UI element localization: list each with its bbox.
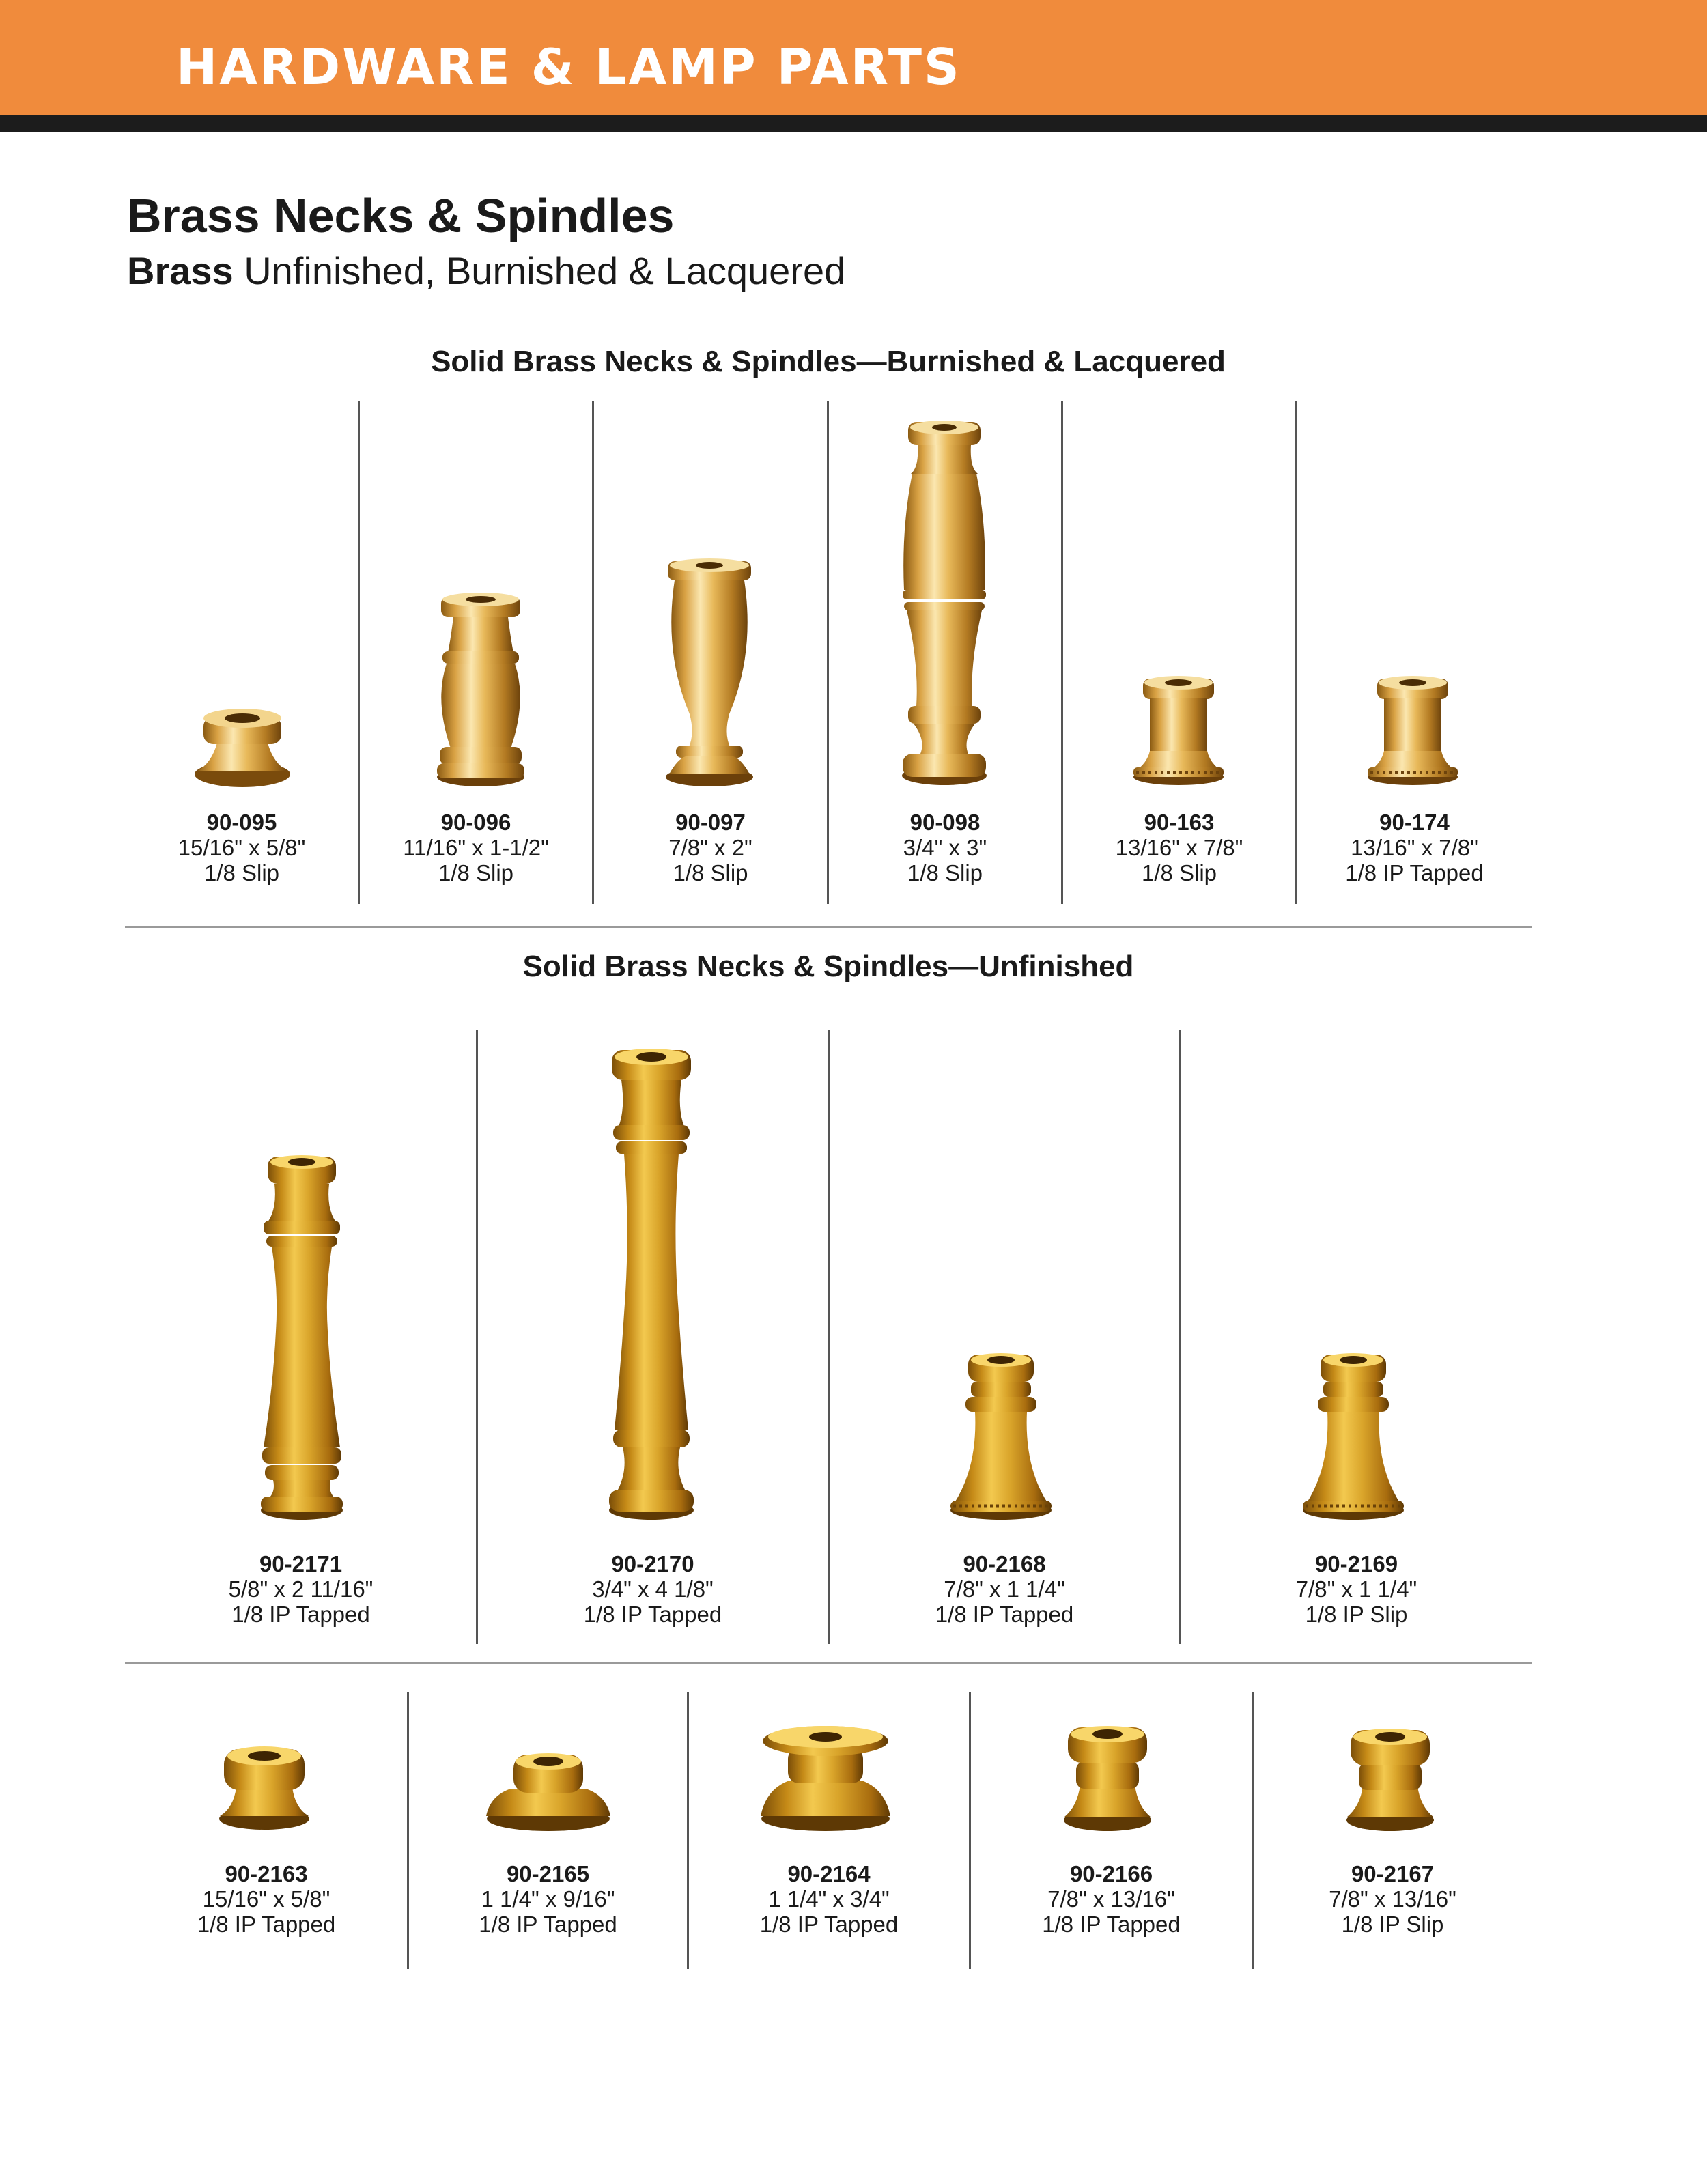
bell-neck-image xyxy=(1300,1352,1407,1522)
product-size: 1 1/4" x 9/16" xyxy=(481,1886,615,1912)
product-thread: 1/8 IP Tapped xyxy=(935,1602,1074,1627)
header-banner xyxy=(0,0,1707,115)
product-caption xyxy=(594,810,827,885)
product-size: 3/4" x 3" xyxy=(903,835,987,860)
product-thread: 1/8 IP Slip xyxy=(1341,1912,1444,1937)
page-subtitle xyxy=(127,250,845,292)
product-number: 90-097 xyxy=(675,810,746,835)
tall-spindle-image xyxy=(899,419,990,788)
product-caption xyxy=(689,1861,969,1937)
product-number: 90-2168 xyxy=(963,1551,1046,1576)
product-90-2166 xyxy=(1060,1722,1155,1832)
product-90-2171 xyxy=(254,1154,350,1522)
product-caption xyxy=(1254,1861,1532,1937)
product-90-098 xyxy=(899,419,990,788)
product-90-2163 xyxy=(216,1742,313,1831)
product-caption xyxy=(1297,810,1532,885)
section-title-burnished: Solid Brass Necks & Spindles—Burnished & Lacquered xyxy=(431,345,1226,378)
product-size: 7/8" x 13/16" xyxy=(1047,1886,1175,1912)
flat-cap-image xyxy=(758,1720,893,1832)
product-90-2170 xyxy=(605,1047,698,1522)
subtitle-bold: Brass xyxy=(127,249,234,292)
product-number: 90-2166 xyxy=(1069,1861,1153,1886)
product-size: 1 1/4" x 3/4" xyxy=(768,1886,890,1912)
beaded-neck-image xyxy=(1365,675,1461,788)
product-thread: 1/8 IP Tapped xyxy=(479,1912,617,1937)
product-thread: 1/8 Slip xyxy=(203,860,280,885)
product-thread: 1/8 Slip xyxy=(907,860,983,885)
product-caption xyxy=(1181,1551,1532,1627)
product-size: 7/8" x 13/16" xyxy=(1329,1886,1456,1912)
product-thread: 1/8 Slip xyxy=(673,860,748,885)
short-knob-image xyxy=(1342,1725,1438,1832)
product-thread: 1/8 IP Slip xyxy=(1305,1602,1408,1627)
section-title-unfinished: Solid Brass Necks & Spindles—Unfinished xyxy=(522,950,1134,983)
tall-spindle-image xyxy=(605,1047,698,1522)
product-thread: 1/8 IP Tapped xyxy=(197,1912,336,1937)
product-90-2167 xyxy=(1342,1725,1438,1832)
product-number: 90-095 xyxy=(206,810,277,835)
product-number: 90-174 xyxy=(1379,810,1450,835)
banner-rule xyxy=(0,115,1707,132)
product-size: 13/16" x 7/8" xyxy=(1351,835,1478,860)
product-thread: 1/8 IP Tapped xyxy=(1042,1912,1181,1937)
product-thread: 1/8 IP Tapped xyxy=(231,1602,370,1627)
product-thread: 1/8 Slip xyxy=(438,860,514,885)
product-caption xyxy=(360,810,592,885)
product-90-2164 xyxy=(758,1720,893,1832)
page-title: Brass Necks & Spindles xyxy=(127,189,675,242)
product-number: 90-2171 xyxy=(259,1551,343,1576)
product-number: 90-2164 xyxy=(787,1861,871,1886)
bell-neck-image xyxy=(948,1352,1054,1522)
product-caption xyxy=(409,1861,687,1937)
product-number: 90-098 xyxy=(909,810,981,835)
product-number: 90-2170 xyxy=(611,1551,694,1576)
flat-cap-image xyxy=(483,1748,613,1832)
product-90-095 xyxy=(191,703,294,789)
product-90-2165 xyxy=(483,1748,613,1832)
tall-spindle-image xyxy=(254,1154,350,1522)
product-number: 90-2163 xyxy=(225,1861,308,1886)
product-number: 90-163 xyxy=(1144,810,1215,835)
subtitle-rest: Unfinished, Burnished & Lacquered xyxy=(233,249,846,292)
product-size: 15/16" x 5/8" xyxy=(202,1886,330,1912)
product-90-097 xyxy=(664,557,755,789)
product-caption xyxy=(126,1861,407,1937)
vase-spindle-image xyxy=(664,557,755,789)
product-thread: 1/8 Slip xyxy=(1141,860,1217,885)
product-90-096 xyxy=(433,591,528,789)
product-caption xyxy=(971,1861,1252,1937)
product-number: 90-2167 xyxy=(1351,1861,1435,1886)
product-caption xyxy=(126,810,358,885)
product-caption xyxy=(830,1551,1179,1627)
baluster-image xyxy=(433,591,528,789)
product-size: 7/8" x 1 1/4" xyxy=(944,1576,1065,1602)
product-size: 7/8" x 1 1/4" xyxy=(1295,1576,1417,1602)
product-size: 13/16" x 7/8" xyxy=(1115,835,1243,860)
product-thread: 1/8 IP Tapped xyxy=(759,1912,899,1937)
product-number: 90-2165 xyxy=(506,1861,590,1886)
product-size: 3/4" x 4 1/8" xyxy=(592,1576,714,1602)
product-thread: 1/8 IP Tapped xyxy=(1345,860,1484,885)
section-divider xyxy=(125,1662,1532,1664)
product-size: 11/16" x 1-1/2" xyxy=(403,835,549,860)
beaded-neck-image xyxy=(1131,675,1226,788)
product-caption xyxy=(829,810,1061,885)
short-knob-image xyxy=(216,1742,313,1831)
product-size: 15/16" x 5/8" xyxy=(178,835,306,860)
product-number: 90-2169 xyxy=(1314,1551,1398,1576)
product-thread: 1/8 IP Tapped xyxy=(583,1602,722,1627)
product-caption xyxy=(1063,810,1295,885)
section-divider xyxy=(125,926,1532,928)
short-knob-image xyxy=(1060,1722,1155,1832)
short-knob-image xyxy=(191,703,294,789)
banner-title: HARDWARE & LAMP PARTS xyxy=(176,38,961,96)
product-90-2169 xyxy=(1300,1352,1407,1522)
product-number: 90-096 xyxy=(440,810,511,835)
product-size: 5/8" x 2 11/16" xyxy=(228,1576,373,1602)
product-size: 7/8" x 2" xyxy=(668,835,752,860)
product-90-163 xyxy=(1131,675,1226,788)
product-90-2168 xyxy=(948,1352,1054,1522)
product-caption xyxy=(126,1551,476,1627)
product-90-174 xyxy=(1365,675,1461,788)
product-caption xyxy=(478,1551,828,1627)
